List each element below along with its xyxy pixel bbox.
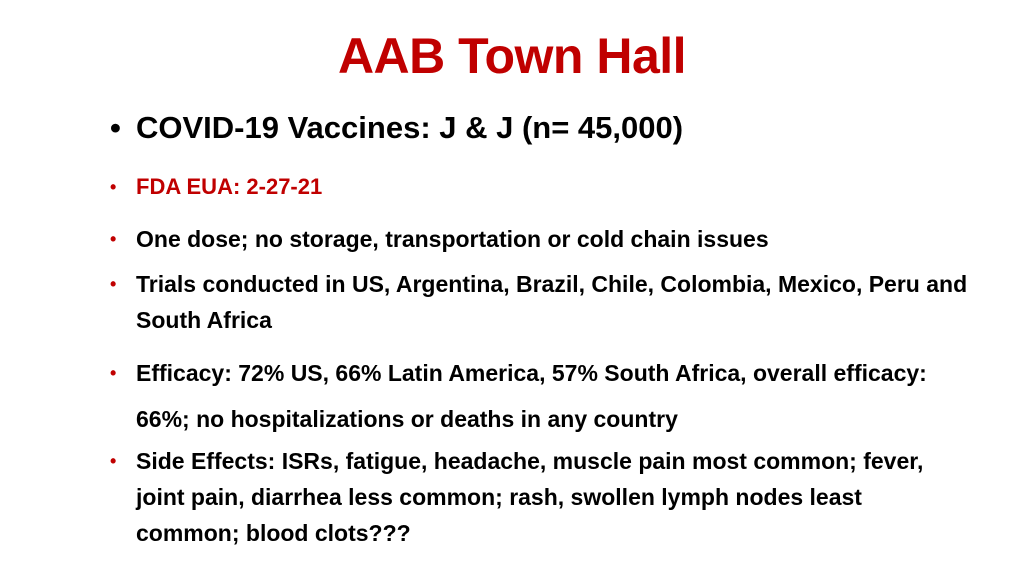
bullet-one-dose: [110, 222, 970, 256]
bullet-icon: •: [110, 177, 117, 197]
bullet-fda-eua: [110, 170, 970, 204]
bullet-text: Trials conducted in US, Argentina, Brazil, Chile, Colombia, Mexico, Peru and South Africa: [136, 271, 968, 333]
bullet-icon: •: [110, 451, 117, 471]
bullet-icon: •: [110, 363, 117, 383]
bullet-text: Side Effects: ISRs, fatigue, headache, muscle pain most common; fever, joint pain, diarrhea less common; rash, swollen lymph nodes least common; blood clots???: [136, 448, 924, 546]
bullet-trials: [110, 266, 970, 338]
bullet-text: COVID-19 Vaccines: J & J (n= 45,000): [136, 110, 684, 145]
bullet-efficacy: [110, 350, 970, 442]
bullet-icon: •: [110, 229, 117, 249]
bullet-icon: •: [110, 110, 121, 145]
bullet-side-effects: [110, 443, 970, 551]
bullet-icon: •: [110, 274, 117, 294]
bullet-text: Efficacy: 72% US, 66% Latin America, 57% South Africa, overall efficacy: 66%; no hospitalizations or deaths in any country: [136, 360, 927, 432]
bullet-vaccines-heading: [110, 106, 970, 150]
slide-title: AAB Town Hall: [337, 28, 687, 84]
bullet-text: FDA EUA: 2-27-21: [136, 174, 323, 199]
bullet-text: One dose; no storage, transportation or cold chain issues: [136, 226, 769, 252]
